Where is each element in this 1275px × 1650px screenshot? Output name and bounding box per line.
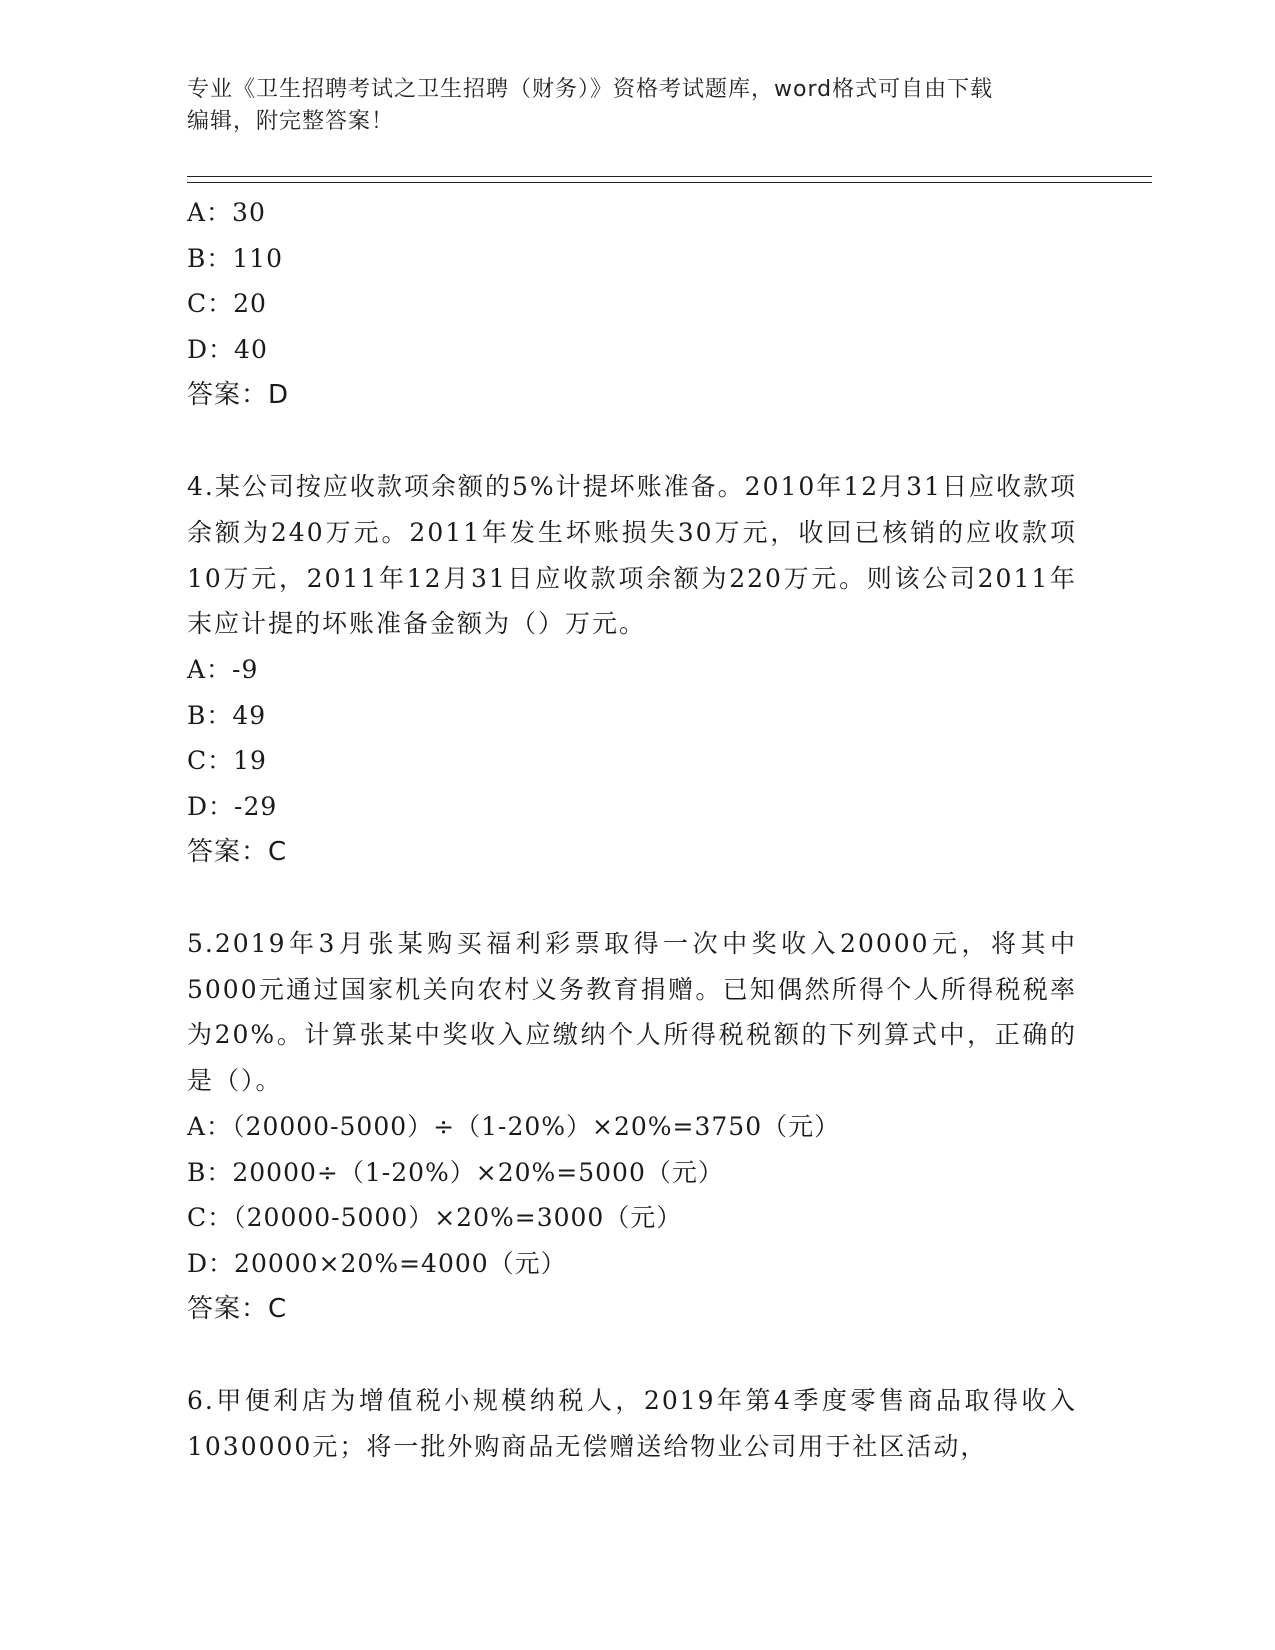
question-4-options (187, 647, 1087, 830)
header-divider-bottom (187, 182, 1152, 183)
question-content (187, 190, 1087, 1469)
q4-option-d: D：-29 (187, 792, 278, 821)
question-5-options (187, 1104, 1087, 1287)
q5-answer: 答案：C (187, 1293, 288, 1324)
q4-option-c: C：19 (187, 746, 267, 776)
q3-option-a: A：30 (187, 198, 266, 227)
q4-option-a: A：-9 (187, 654, 259, 684)
document-header (187, 74, 1087, 138)
question-3-options (187, 190, 1087, 373)
q4-answer: 答案：C (187, 836, 288, 867)
q4-text: 4.某公司按应收款项余额的5%计提坏账准备。2010年12月31日应收款项余额为240万元。2011年发生坏账损失30万元，收回已核销的应收款项10万元，2011年12月31日应收款项余额为220万元。则该公司2011年末应计提的坏账准备金额为（）万元。 (187, 472, 1077, 639)
spacer (187, 875, 1087, 921)
header-title-line-2: 编辑，附完整答案！ (187, 109, 395, 134)
spacer (187, 418, 1087, 464)
q6-text: 6.甲便利店为增值税小规模纳税人，2019年第4季度零售商品取得收入1030000元；将一批外购商品无偿赠送给物业公司用于社区活动， (187, 1386, 1077, 1461)
q5-text: 5.2019年3月张某购买福利彩票取得一次中奖收入20000元，将其中5000元通过国家机关向农村义务教育捐赠。已知偶然所得个人所得税税率为20%。计算张某中奖收入应缴纳个人所得税税额的下列算式中，正确的是（）。 (187, 929, 1077, 1096)
q5-option-a: A：（20000-5000）÷（1-20%）×20%=3750（元） (187, 1111, 841, 1141)
q3-option-b: B：110 (187, 243, 284, 273)
spacer (187, 1332, 1087, 1378)
header-divider-top (187, 176, 1152, 177)
q4-option-b: B：49 (187, 700, 267, 730)
q3-answer: 答案：D (187, 379, 290, 410)
q5-option-c: C：（20000-5000）×20%=3000（元） (187, 1203, 683, 1233)
q3-option-c: C：20 (187, 289, 267, 319)
header-title-line-1: 专业《卫生招聘考试之卫生招聘（财务）》资格考试题库，word格式可自由下载 (187, 77, 994, 102)
q3-option-d: D：40 (187, 335, 268, 365)
q5-option-d: D：20000×20%=4000（元） (187, 1248, 567, 1278)
q5-option-b: B：20000÷（1-20%）×20%=5000（元） (187, 1157, 724, 1187)
